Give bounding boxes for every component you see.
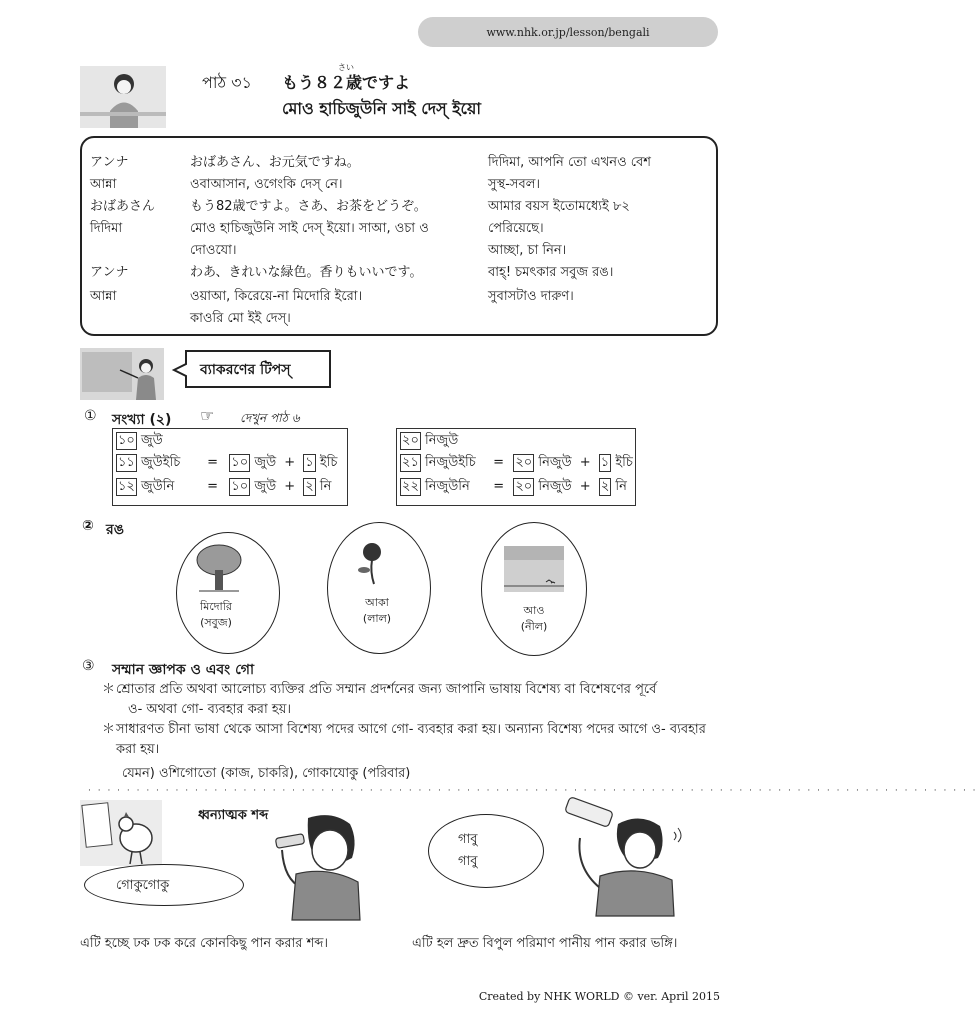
number-word: নিজুউইচি — [425, 455, 476, 470]
teacher-illustration — [80, 66, 166, 128]
equals-sign: = — [207, 455, 219, 470]
number-word: জুউনি — [141, 479, 175, 494]
dialog-line: দোওযো। — [190, 243, 237, 258]
dialog-translation: বাহ্‌! চমৎকার সবুজ রঙ। — [488, 265, 614, 280]
lesson-title-ruby: さい — [338, 63, 354, 72]
dialog-speaker: দিদিমা — [90, 221, 123, 236]
teacher-board-illustration — [80, 348, 164, 400]
dialog-speaker: আন্না — [90, 289, 117, 304]
url-pill — [418, 17, 718, 47]
note-2-line-2: করা হয়। — [116, 742, 160, 757]
number-box: ১ — [305, 455, 314, 470]
section-1-number: ① — [84, 408, 97, 424]
number-word: নি — [319, 479, 332, 494]
dialog-line: ওয়াআ, কিরেয়ে-না মিদোরি ইরো। — [190, 289, 363, 304]
number-box: ১০ — [118, 433, 135, 448]
speech-bubble-left-text: গোকুগোকু — [116, 878, 170, 893]
number-box: ১০ — [231, 479, 249, 494]
dialog-translation: দিদিমা, আপনি তো এখনও বেশ — [488, 155, 651, 170]
dialog-line: わあ、きれいな緑色。香りもいいです。 — [190, 265, 423, 280]
decorative-dotted-divider: · · · · · · · · · · · · · · · · · · · · · · · · · · · · · · · · · · · · · · · · · · · · · · · · · · · · · · · · · · · · · · · · · · · · · · · · · · · · · · · · · · · · · · · · · · · · — [88, 786, 978, 796]
color-word-blue: আও — [523, 604, 545, 617]
caption-left: এটি হচ্ছে ঢক ঢক করে কোনকিছু পান করার শব্দ। — [80, 936, 329, 951]
number-box: ২০ — [515, 455, 533, 470]
number-box: ২ — [600, 479, 610, 494]
equals-sign: = — [207, 479, 219, 494]
dialog-line: もう82歳ですよ。さあ、お茶をどうぞ。 — [190, 199, 427, 214]
number-word: নিজুউ — [425, 433, 459, 448]
dialog-translation: সুস্থ-সবল। — [488, 177, 541, 192]
dialog-translation: আচ্ছা, চা নিন। — [488, 243, 567, 258]
number-word: জুউ — [254, 455, 277, 470]
number-box: ২১ — [402, 455, 419, 470]
note-1-line-2: ও- অথবা গো- ব্যবহার করা হয়। — [128, 702, 292, 717]
color-meaning-green: (সবুজ) — [200, 616, 232, 629]
pointing-hand-icon: ☞ — [200, 406, 215, 425]
speech-bubble-right — [428, 814, 544, 888]
equals-sign: = — [493, 479, 505, 494]
dialog-line: কাওরি মো ইই দেস্‌। — [190, 311, 291, 326]
number-box: ২ — [305, 479, 314, 494]
number-word: ইচি — [319, 455, 338, 470]
sky-icon — [504, 546, 564, 592]
dialog-speaker: アンナ — [90, 155, 129, 170]
number-row — [116, 452, 337, 474]
lesson-number: পাঠ ৩১ — [202, 73, 252, 92]
equals-sign: = — [493, 455, 505, 470]
bullet-2: ＊ — [102, 722, 116, 737]
dialog-translation: পেরিয়েছে। — [488, 221, 544, 236]
section-3-title: সম্মান জ্ঞাপক ও এবং গো — [112, 662, 255, 678]
number-word: ইচি — [615, 455, 633, 470]
number-box: ১২ — [118, 479, 135, 494]
onomatopoeia-title: ধ্বন্যাত্মক শব্দ — [198, 808, 269, 823]
color-word-red: আকা — [365, 596, 389, 609]
grammar-tips-title: ব্যাকরণের টিপস্‌ — [200, 362, 291, 378]
chicken-illustration — [80, 800, 162, 866]
section-1-title: সংখ্যা (২) — [112, 412, 172, 428]
footer-credit: Created by NHK WORLD © ver. April 2015 — [478, 990, 720, 1003]
section-1-reference: দেখুন পাঠ ৬ — [240, 411, 300, 425]
number-row — [116, 430, 163, 452]
rose-icon — [350, 540, 390, 586]
number-word: জুউ — [254, 479, 277, 494]
note-1-line-1: শ্রোতার প্রতি অথবা আলোচ্য ব্যক্তির প্রতি সম্মান প্রদর্শনের জন্য জাপানি ভাষায় বিশেষ্য বা বিশেষণের পূর্বে — [116, 682, 657, 697]
caption-right: এটি হল দ্রুত বিপুল পরিমাণ পানীয় পান করার ভঙ্গি। — [412, 936, 678, 951]
number-box: ২০ — [402, 433, 419, 448]
color-word-green: মিদোরি — [200, 600, 232, 613]
section-2-number: ② — [82, 518, 94, 534]
dialog-translation: আমার বয়স ইতোমধ্যেই ৮২ — [488, 199, 630, 214]
tree-icon — [193, 542, 245, 594]
section-3-number: ③ — [82, 658, 95, 674]
dialog-line: おばあさん、お元気ですね。 — [190, 155, 360, 170]
lesson-title-jp: もう８２歳ですよ — [282, 73, 411, 92]
plus-sign: + — [579, 455, 591, 470]
plus-sign: + — [284, 455, 296, 470]
dialog-translation: সুবাসটাও দারুণ। — [488, 289, 574, 304]
color-meaning-blue: (নীল) — [520, 620, 548, 633]
plus-sign: + — [579, 479, 591, 494]
number-word: নিজুউনি — [425, 479, 470, 494]
number-row — [116, 476, 331, 498]
number-box: ১ — [600, 455, 610, 470]
speech-bubble-right-text-2: গাবু — [458, 854, 478, 869]
number-row — [400, 476, 627, 498]
number-word: নিজুউ — [538, 455, 572, 470]
number-word: জুউ — [141, 433, 163, 448]
section-2-title: রঙ — [106, 522, 124, 538]
boy-drinking-left-illustration — [262, 810, 362, 920]
plus-sign: + — [284, 479, 296, 494]
dialog-speaker: おばあさん — [90, 199, 156, 214]
number-row — [400, 452, 633, 474]
number-box: ১১ — [118, 455, 135, 470]
color-meaning-red: (লাল) — [362, 612, 392, 625]
number-word: নি — [615, 479, 627, 494]
number-box: ১০ — [231, 455, 249, 470]
boy-drinking-right-illustration — [560, 798, 690, 916]
url-text: www.nhk.or.jp/lesson/bengali — [486, 25, 650, 39]
number-box: ২২ — [402, 479, 419, 494]
bullet-1: ＊ — [102, 682, 116, 697]
number-word: নিজুউ — [538, 479, 572, 494]
number-row — [400, 430, 458, 452]
example-line: যেমন) ওশিগোতো (কাজ, চাকরি), গোকাযোকু (পরিবার) — [122, 766, 411, 781]
number-box: ২০ — [515, 479, 533, 494]
grammar-tips-callout — [172, 350, 332, 388]
dialog-line: ওবাআসান, ওগেংকি দেস্‌ নে। — [190, 177, 343, 192]
note-2-line-1: সাধারণত চীনা ভাষা থেকে আসা বিশেষ্য পদের আগে গো- ব্যবহার করা হয়। অন্যান্য বিশেষ্য পদের আগে ও- ব্যবহার — [116, 722, 706, 737]
speech-bubble-right-text-1: গাবু — [458, 832, 478, 847]
dialog-speaker: আন্না — [90, 177, 117, 192]
number-word: জুউইচি — [141, 455, 181, 470]
lesson-title-bn: মোও হাচিজুউনি সাই দেস্‌ ইয়ো — [282, 99, 482, 118]
dialog-speaker: アンナ — [90, 265, 129, 280]
dialog-line: মোও হাচিজুউনি সাই দেস্‌ ইয়ো। সাআ, ওচা ও — [190, 221, 429, 236]
